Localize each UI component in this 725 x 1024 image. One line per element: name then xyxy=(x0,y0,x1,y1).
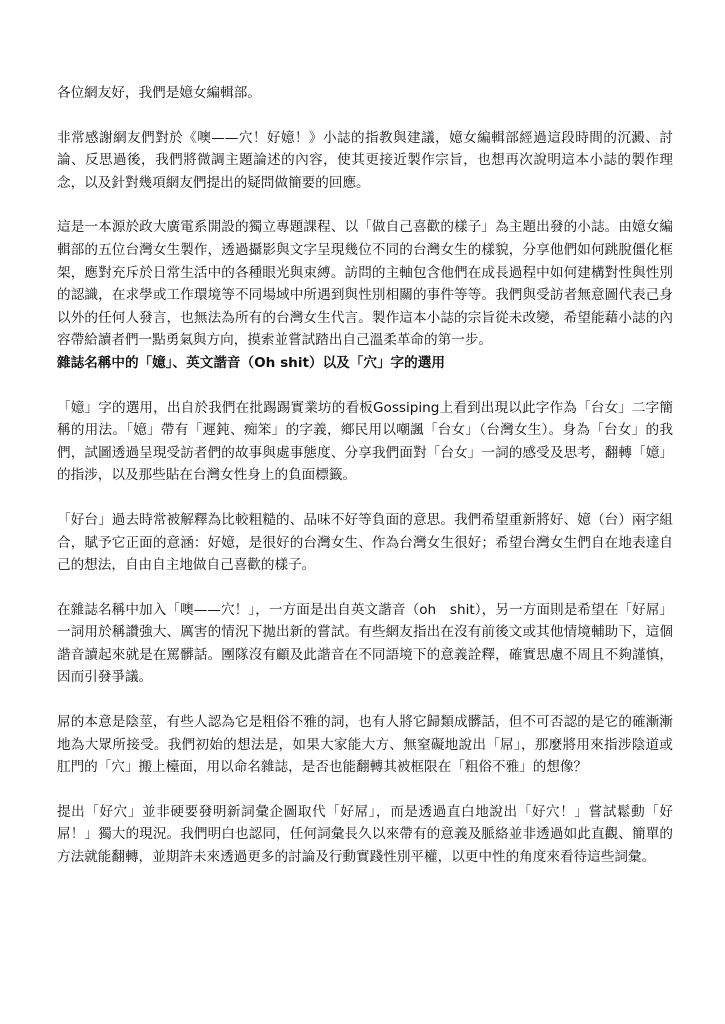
section-paragraph-4: 屌的本意是陰莖，有些人認為它是粗俗不雅的詞，也有人將它歸類成髒話，但不可否認的是它的確漸漸地為大眾所接受。我們初始的想法是，如果大家能大方、無窒礙地說出「屌」，那麼將用來指涉陰道或肛門的「穴」搬上檯面，用以命名雜誌，是否也能翻轉其被框限在「粗俗不雅」的想像？ xyxy=(57,714,673,776)
intro-paragraph: 非常感謝網友們對於《噢——穴！好嬑！》小誌的指教與建議，嬑女編輯部經過這段時間的沉澱、討論、反思過後，我們將微調主題論述的內容，使其更接近製作宗旨，也想再次說明這本小誌的製作理念，以及針對幾項網友們提出的疑問做簡要的回應。 xyxy=(57,129,673,191)
section-paragraph-5: 提出「好穴」並非硬要發明新詞彙企圖取代「好屌」，而是透過直白地說出「好穴！」嘗試鬆動「好屌！」獨大的現況。我們明白也認同，任何詞彙長久以來帶有的意義及脈絡並非透過如此直觀、簡單的方法就能翻轉，並期許未來透過更多的討論及行動實踐性別平權，以更中性的角度來看待這些詞彙。 xyxy=(57,803,673,866)
section-heading: 雜誌名稱中的「嬑」、英文諧音（Oh shit）以及「穴」字的選用 xyxy=(57,354,445,371)
document-body xyxy=(57,82,673,869)
section-paragraph-1: 「嬑」字的選用，出自於我們在批踢踢實業坊的看板Gossiping上看到出現以此字作為「台女」二字簡稱的用法。「嬑」帶有「遲鈍、痴笨」的字義，鄉民用以嘲諷「台女」（台灣女生）。身為「台女」的我們，試圖透過呈現受訪者們的故事與處事態度、分享我們面對「台女」一詞的感受及思考，翻轉「嬑」的指涉，以及那些貼在台灣女性身上的負面標籤。 xyxy=(57,399,673,484)
section-paragraph-2: 「好台」過去時常被解釋為比較粗糙的、品味不好等負面的意思。我們希望重新將好、嬑（台）兩字組合，賦予它正面的意涵：好嬑，是很好的台灣女生、作為台灣女生很好；希望台灣女生們自在地表達自己的想法，自由自主地做自己喜歡的樣子。 xyxy=(57,511,673,574)
greeting-text: 各位網友好，我們是嬑女編輯部。 xyxy=(57,85,261,101)
purpose-paragraph: 這是一本源於政大廣電系開設的獨立專題課程、以「做自己喜歡的樣子」為主題出發的小誌。由嬑女編輯部的五位台灣女生製作，透過攝影與文字呈現幾位不同的台灣女生的樣貌，分享他們如何跳脫僵化框架，應對充斥於日常生活中的各種眼光與束縛。訪問的主軸包含他們在成長過程中如何建構對性與性別的認識，在求學或工作環境等不同場域中所遇到與性別相關的事件等等。我們與受訪者無意圖代表己身以外的任何人發言，也無法為所有的台灣女生代言。製作這本小誌的宗旨從未改變，希望能藉小誌的內容帶給讀者們一點勇氣與方向，摸索並嘗試踏出自己溫柔革命的第一步。 xyxy=(57,219,673,349)
section-paragraph-3: 在雜誌名稱中加入「噢——穴！」，一方面是出自英文諧音（oh shit），另一方面則是希望在「好屌」一詞用於稱讚強大、厲害的情況下拋出新的嘗試。有些網友指出在沒有前後文或其他情境輔助下，這個諧音讀起來就是在罵髒話。團隊沒有顧及此諧音在不同語境下的意義詮釋，確實思慮不周且不夠謹慎，因而引發爭議。 xyxy=(57,601,673,686)
